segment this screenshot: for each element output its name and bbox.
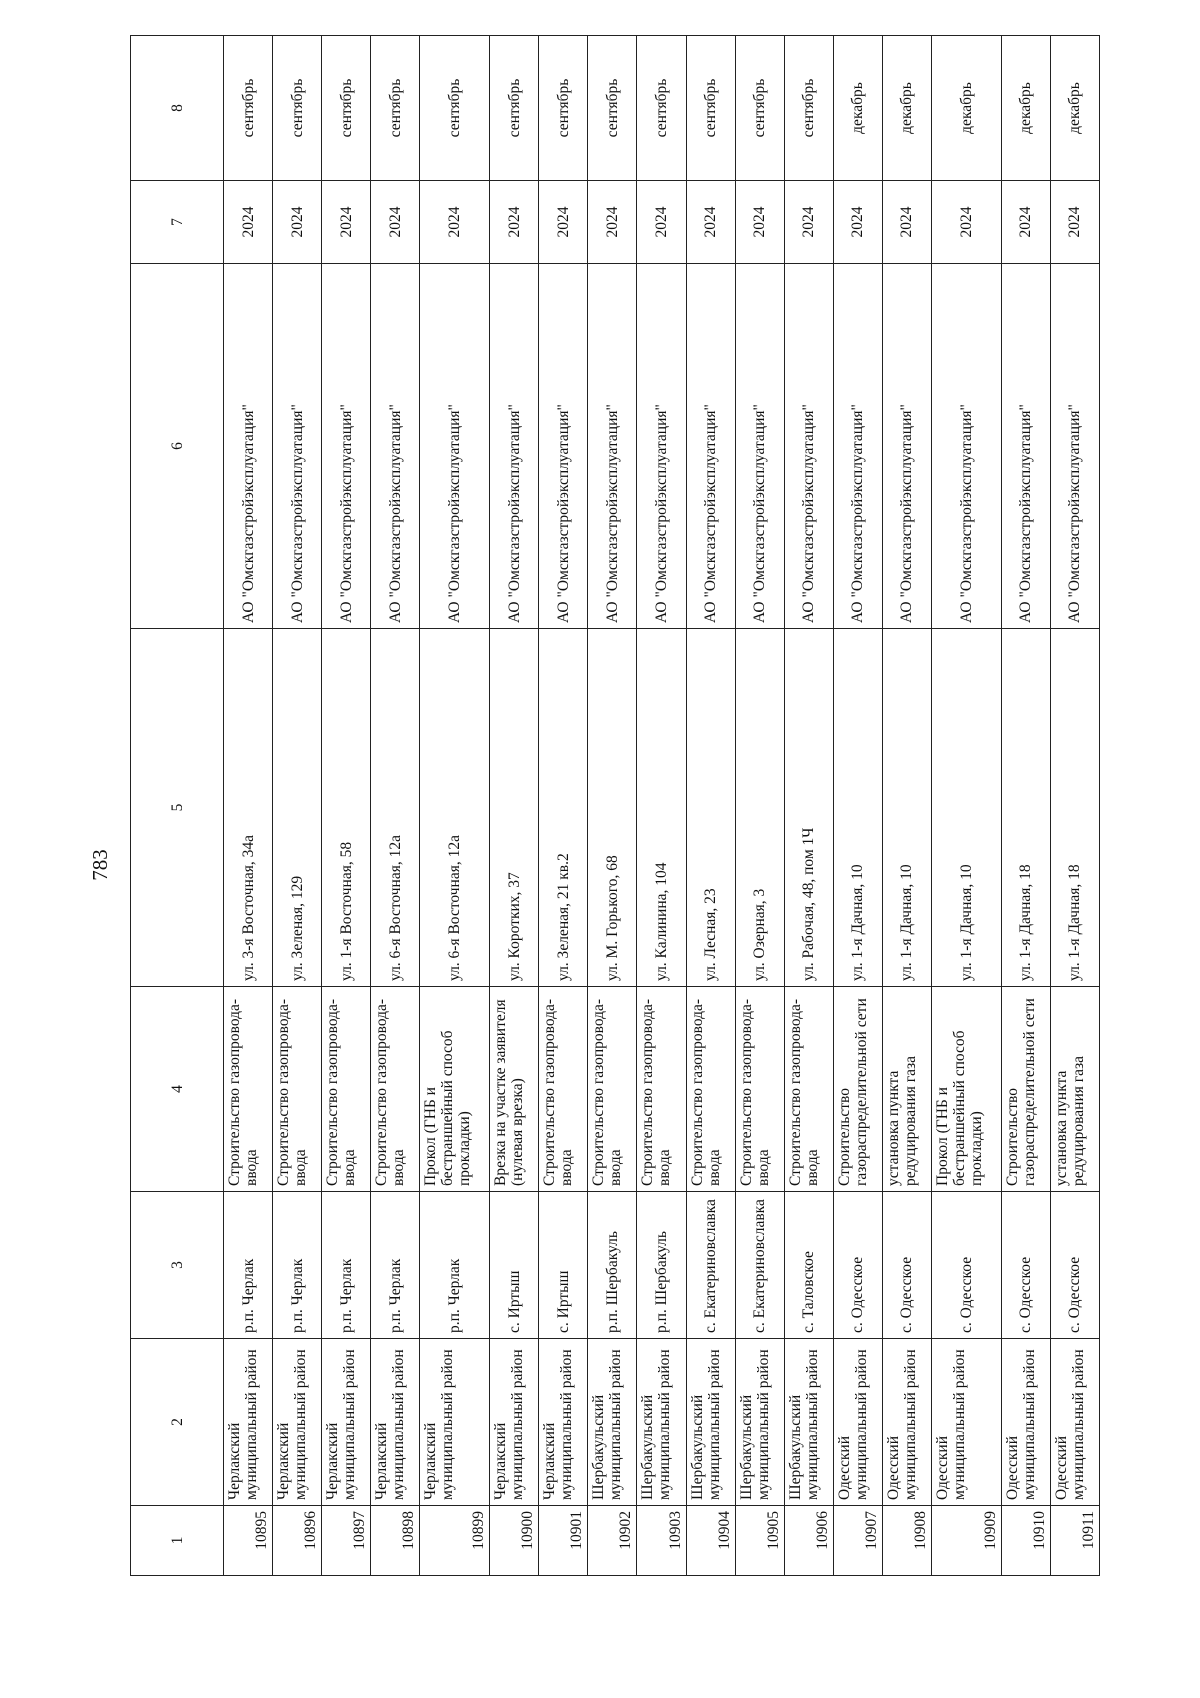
year-cell: 2024: [322, 181, 371, 264]
row-number: 10895: [224, 1506, 273, 1576]
row-number: 10901: [539, 1506, 588, 1576]
settlement-cell: с. Одесское: [833, 1192, 882, 1339]
row-number: 10903: [637, 1506, 686, 1576]
table-row: [420, 36, 490, 1576]
work-type-cell: Прокол (ГНБ и бестраншейный способ прокладки): [931, 987, 1001, 1192]
table-body: [224, 36, 1100, 1576]
address-cell: ул. 3-я Восточная, 34а: [224, 629, 273, 987]
month-cell: декабрь: [882, 36, 931, 181]
contractor-cell: АО "Омскгазстройэксплуатация": [833, 264, 882, 629]
month-cell: декабрь: [833, 36, 882, 181]
settlement-cell: р.п. Шербакуль: [588, 1192, 637, 1339]
table-row: [371, 36, 420, 1576]
table-row: [931, 36, 1001, 1576]
contractor-cell: АО "Омскгазстройэксплуатация": [686, 264, 735, 629]
row-number: 10911: [1050, 1506, 1099, 1576]
work-type-cell: Строительство газопровода-ввода: [588, 987, 637, 1192]
year-cell: 2024: [784, 181, 833, 264]
work-type-cell: Прокол (ГНБ и бестраншейный способ прокладки): [420, 987, 490, 1192]
settlement-cell: с. Одесское: [1050, 1192, 1099, 1339]
col-header-1: 1: [131, 1506, 224, 1576]
work-type-cell: Строительство газопровода-ввода: [539, 987, 588, 1192]
row-number: 10907: [833, 1506, 882, 1576]
address-cell: ул. Коротких, 37: [490, 629, 539, 987]
year-cell: 2024: [273, 181, 322, 264]
contractor-cell: АО "Омскгазстройэксплуатация": [784, 264, 833, 629]
contractor-cell: АО "Омскгазстройэксплуатация": [539, 264, 588, 629]
table-row: [490, 36, 539, 1576]
district-cell: Черлакский муниципальный район: [273, 1339, 322, 1506]
settlement-cell: с. Одесское: [882, 1192, 931, 1339]
district-cell: Черлакский муниципальный район: [490, 1339, 539, 1506]
settlement-cell: р.п. Черлак: [273, 1192, 322, 1339]
settlement-cell: с. Екатериновславка: [735, 1192, 784, 1339]
work-type-cell: Строительство газораспределительной сети: [1001, 987, 1050, 1192]
work-type-cell: Строительство газораспределительной сети: [833, 987, 882, 1192]
work-type-cell: Строительство газопровода-ввода: [322, 987, 371, 1192]
address-cell: ул. 6-я Восточная, 12а: [420, 629, 490, 987]
year-cell: 2024: [735, 181, 784, 264]
month-cell: сентябрь: [735, 36, 784, 181]
row-number: 10905: [735, 1506, 784, 1576]
work-type-cell: Врезка на участке заявителя (нулевая врезка): [490, 987, 539, 1192]
address-cell: ул. Зеленая, 21 кв.2: [539, 629, 588, 987]
col-header-2: 2: [131, 1339, 224, 1506]
page-number: 783: [88, 849, 112, 881]
district-cell: Черлакский муниципальный район: [224, 1339, 273, 1506]
row-number: 10904: [686, 1506, 735, 1576]
district-cell: Черлакский муниципальный район: [539, 1339, 588, 1506]
month-cell: сентябрь: [637, 36, 686, 181]
month-cell: сентябрь: [322, 36, 371, 181]
address-cell: ул. 1-я Дачная, 18: [1050, 629, 1099, 987]
settlement-cell: р.п. Черлак: [322, 1192, 371, 1339]
work-type-cell: установка пункта редуцирования газа: [1050, 987, 1099, 1192]
address-cell: ул. Калинина, 104: [637, 629, 686, 987]
settlement-cell: с. Иртыш: [490, 1192, 539, 1339]
district-cell: Одесский муниципальный район: [1001, 1339, 1050, 1506]
table-row: [686, 36, 735, 1576]
address-cell: ул. 1-я Дачная, 10: [882, 629, 931, 987]
month-cell: декабрь: [1001, 36, 1050, 181]
table-row: [735, 36, 784, 1576]
year-cell: 2024: [1001, 181, 1050, 264]
contractor-cell: АО "Омскгазстройэксплуатация": [371, 264, 420, 629]
col-header-7: 7: [131, 181, 224, 264]
work-type-cell: Строительство газопровода-ввода: [224, 987, 273, 1192]
address-cell: ул. Озерная, 3: [735, 629, 784, 987]
address-cell: ул. 1-я Дачная, 10: [833, 629, 882, 987]
rotated-table-wrapper: [130, 36, 1100, 1576]
col-header-4: 4: [131, 987, 224, 1192]
table-row: [882, 36, 931, 1576]
district-cell: Черлакский муниципальный район: [420, 1339, 490, 1506]
address-cell: ул. Рабочая, 48, пом 1Ч: [784, 629, 833, 987]
work-type-cell: Строительство газопровода-ввода: [735, 987, 784, 1192]
month-cell: сентябрь: [784, 36, 833, 181]
contractor-cell: АО "Омскгазстройэксплуатация": [490, 264, 539, 629]
table-row: [1050, 36, 1099, 1576]
work-type-cell: Строительство газопровода-ввода: [371, 987, 420, 1192]
settlement-cell: р.п. Черлак: [224, 1192, 273, 1339]
year-cell: 2024: [224, 181, 273, 264]
year-cell: 2024: [490, 181, 539, 264]
year-cell: 2024: [1050, 181, 1099, 264]
row-number: 10910: [1001, 1506, 1050, 1576]
address-cell: ул. 1-я Дачная, 18: [1001, 629, 1050, 987]
contractor-cell: АО "Омскгазстройэксплуатация": [420, 264, 490, 629]
address-cell: ул. 1-я Восточная, 58: [322, 629, 371, 987]
table-row: [588, 36, 637, 1576]
col-header-6: 6: [131, 264, 224, 629]
year-cell: 2024: [588, 181, 637, 264]
address-cell: ул. Лесная, 23: [686, 629, 735, 987]
table-row: [833, 36, 882, 1576]
header-row: [131, 36, 224, 1576]
year-cell: 2024: [686, 181, 735, 264]
month-cell: сентябрь: [490, 36, 539, 181]
district-cell: Одесский муниципальный район: [833, 1339, 882, 1506]
work-type-cell: Строительство газопровода-ввода: [686, 987, 735, 1192]
settlement-cell: с. Одесское: [931, 1192, 1001, 1339]
contractor-cell: АО "Омскгазстройэксплуатация": [588, 264, 637, 629]
month-cell: декабрь: [1050, 36, 1099, 181]
address-cell: ул. М. Горького, 68: [588, 629, 637, 987]
settlement-cell: с. Иртыш: [539, 1192, 588, 1339]
district-cell: Одесский муниципальный район: [931, 1339, 1001, 1506]
month-cell: сентябрь: [686, 36, 735, 181]
year-cell: 2024: [371, 181, 420, 264]
district-cell: Шербакульский муниципальный район: [735, 1339, 784, 1506]
month-cell: сентябрь: [224, 36, 273, 181]
district-cell: Одесский муниципальный район: [882, 1339, 931, 1506]
gasification-table: [130, 35, 1100, 1576]
col-header-8: 8: [131, 36, 224, 181]
settlement-cell: с. Одесское: [1001, 1192, 1050, 1339]
settlement-cell: р.п. Черлак: [371, 1192, 420, 1339]
row-number: 10899: [420, 1506, 490, 1576]
contractor-cell: АО "Омскгазстройэксплуатация": [1001, 264, 1050, 629]
col-header-5: 5: [131, 629, 224, 987]
table-row: [637, 36, 686, 1576]
table-row: [784, 36, 833, 1576]
row-number: 10898: [371, 1506, 420, 1576]
table-row: [273, 36, 322, 1576]
row-number: 10900: [490, 1506, 539, 1576]
settlement-cell: с. Екатериновславка: [686, 1192, 735, 1339]
contractor-cell: АО "Омскгазстройэксплуатация": [1050, 264, 1099, 629]
year-cell: 2024: [539, 181, 588, 264]
settlement-cell: р.п. Шербакуль: [637, 1192, 686, 1339]
district-cell: Шербакульский муниципальный район: [588, 1339, 637, 1506]
month-cell: сентябрь: [371, 36, 420, 181]
settlement-cell: р.п. Черлак: [420, 1192, 490, 1339]
contractor-cell: АО "Омскгазстройэксплуатация": [224, 264, 273, 629]
district-cell: Одесский муниципальный район: [1050, 1339, 1099, 1506]
contractor-cell: АО "Омскгазстройэксплуатация": [322, 264, 371, 629]
work-type-cell: установка пункта редуцирования газа: [882, 987, 931, 1192]
contractor-cell: АО "Омскгазстройэксплуатация": [273, 264, 322, 629]
district-cell: Черлакский муниципальный район: [371, 1339, 420, 1506]
row-number: 10896: [273, 1506, 322, 1576]
table-row: [322, 36, 371, 1576]
table-row: [224, 36, 273, 1576]
year-cell: 2024: [882, 181, 931, 264]
table-row: [539, 36, 588, 1576]
col-header-3: 3: [131, 1192, 224, 1339]
table-frame: [130, 36, 1100, 1576]
contractor-cell: АО "Омскгазстройэксплуатация": [931, 264, 1001, 629]
district-cell: Шербакульский муниципальный район: [686, 1339, 735, 1506]
year-cell: 2024: [833, 181, 882, 264]
year-cell: 2024: [420, 181, 490, 264]
month-cell: сентябрь: [273, 36, 322, 181]
address-cell: ул. Зеленая, 129: [273, 629, 322, 987]
row-number: 10909: [931, 1506, 1001, 1576]
row-number: 10906: [784, 1506, 833, 1576]
address-cell: ул. 1-я Дачная, 10: [931, 629, 1001, 987]
table-row: [1001, 36, 1050, 1576]
address-cell: ул. 6-я Восточная, 12а: [371, 629, 420, 987]
year-cell: 2024: [637, 181, 686, 264]
district-cell: Шербакульский муниципальный район: [784, 1339, 833, 1506]
district-cell: Черлакский муниципальный район: [322, 1339, 371, 1506]
row-number: 10908: [882, 1506, 931, 1576]
month-cell: сентябрь: [588, 36, 637, 181]
work-type-cell: Строительство газопровода-ввода: [784, 987, 833, 1192]
district-cell: Шербакульский муниципальный район: [637, 1339, 686, 1506]
contractor-cell: АО "Омскгазстройэксплуатация": [735, 264, 784, 629]
row-number: 10897: [322, 1506, 371, 1576]
contractor-cell: АО "Омскгазстройэксплуатация": [637, 264, 686, 629]
month-cell: сентябрь: [420, 36, 490, 181]
work-type-cell: Строительство газопровода-ввода: [273, 987, 322, 1192]
row-number: 10902: [588, 1506, 637, 1576]
contractor-cell: АО "Омскгазстройэксплуатация": [882, 264, 931, 629]
month-cell: декабрь: [931, 36, 1001, 181]
month-cell: сентябрь: [539, 36, 588, 181]
year-cell: 2024: [931, 181, 1001, 264]
settlement-cell: с. Таловское: [784, 1192, 833, 1339]
work-type-cell: Строительство газопровода-ввода: [637, 987, 686, 1192]
